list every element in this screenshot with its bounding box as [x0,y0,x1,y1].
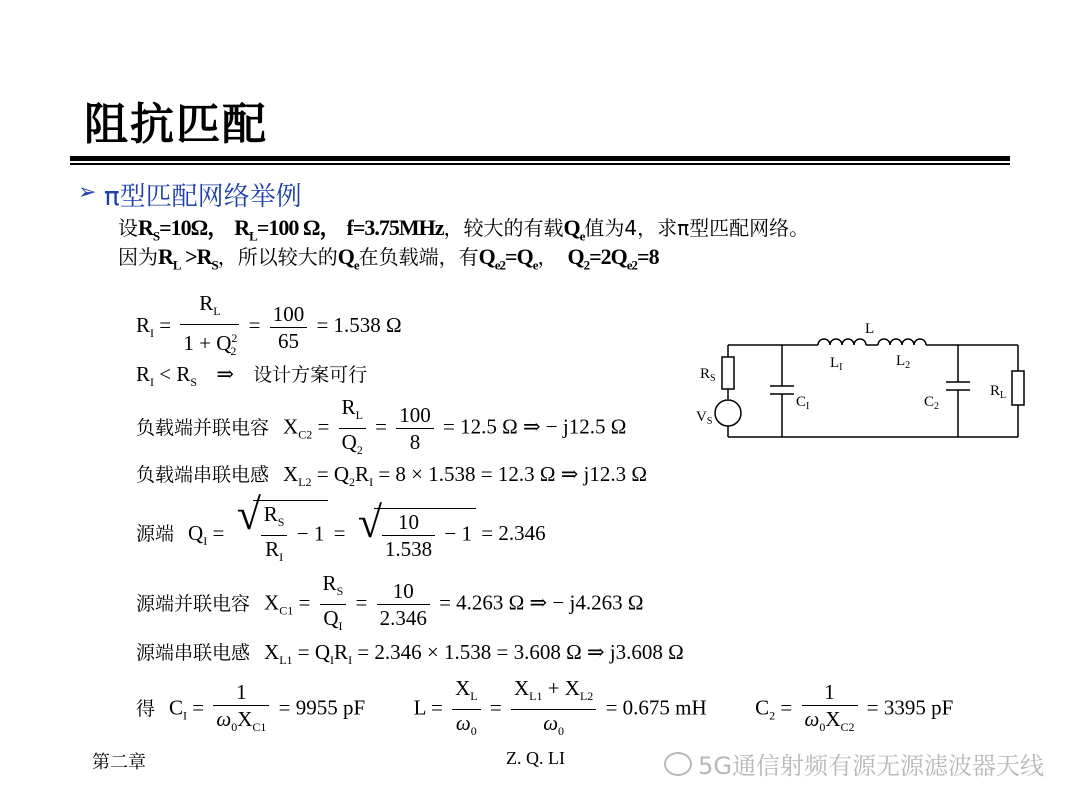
label-l1: $L_I$ [830,355,843,373]
inductor-l1-icon [818,339,866,345]
title-rule-thick [70,156,1010,161]
equation-xl1: 源端串联电感 $X_{L1} = Q_IR_I = 2.346 \times 1.538 = 3.608$ Ω ⇒ j3.608 Ω [136,640,684,668]
equation-xl2: 负载端串联电感 $X_{L2} = Q_2R_I = 8 \times 1.538 = 12.3$ Ω ⇒ j12.3 Ω [136,462,647,490]
label-c1: $C_I$ [796,394,810,412]
watermark: 5G通信射频有源无源滤波器天线 [664,746,1044,781]
footer-author: Z. Q. LI [506,748,565,768]
equation-q1: 源端 $Q_I$ = √ $\frac{R_S}{R_I}$ − 1 = √ $\frac{10}{1.538}$ − 1 = 2.346 [136,500,546,570]
equation-compare: $R_I < R_S$ ⇒ 设计方案可行 [136,362,368,390]
bullet-arrow-icon: ➢ [78,180,97,205]
section-heading: π型匹配网络举例 [104,182,302,212]
title-rule-thin [70,163,1010,165]
label-rl: $R_L$ [990,383,1007,401]
label-vs: $V_S$ [696,409,713,427]
equation-xc1: 源端并联电容 $X_{C1}$ = $\frac{R_S}{Q_I}$ = $\frac{10}{2.346}$ = 4.263 Ω ⇒ − j4.263 Ω [136,571,644,634]
because-line: 因为$R_L >R_S$，所以较大的$Q_e$在负载端，有$Q_{e2}=Q_e$， $Q_2=2Q_{e2}=8$ [118,244,659,273]
equation-final: 得 $C_I$ = $\frac{1}{\omega_0X_{C1}}$ = 9955 pF L = $\frac{X_L}{\omega_0}$ = $\frac{X_{L1} + X_{L2}}{\omega_0}$ = 0.675 mH $C_2$ = $\frac{1}{\omega_0X_{C2}}$ = 3395 pF [136,676,954,739]
label-l2: $L_2$ [896,353,911,371]
given-line: 设$R_S=10\Omega$， $R_L=100$ Ω， f=3.75MHz，较大的有载$Q_e$值为4，求π型匹配网络。 [118,215,810,244]
pi-network-circuit-diagram [690,315,1040,445]
resistor-rs-icon [722,357,734,389]
equation-xc2: 负载端并联电容 $X_{C2}$ = $\frac{R_L}{Q_2}$ = $\frac{100}{8}$ = 12.5 Ω ⇒ − j12.5 Ω [136,395,627,458]
equation-r1: $R_I$ = $\frac{R_L}{1 + Q^2_2}$ = $\frac{100}{65}$ = 1.538 Ω [136,291,402,359]
given-text-1: 设 [118,216,138,240]
inductor-l2-icon [878,339,926,345]
voltage-source-icon [715,400,741,426]
footer-chapter: 第二章 [92,752,146,773]
label-rs: $R_S$ [700,366,716,384]
label-l: L [865,321,875,337]
wechat-icon [664,752,692,776]
label-c2: $C_2$ [924,394,940,412]
resistor-rl-icon [1012,371,1024,405]
slide-title: 阻抗匹配 [84,99,268,150]
